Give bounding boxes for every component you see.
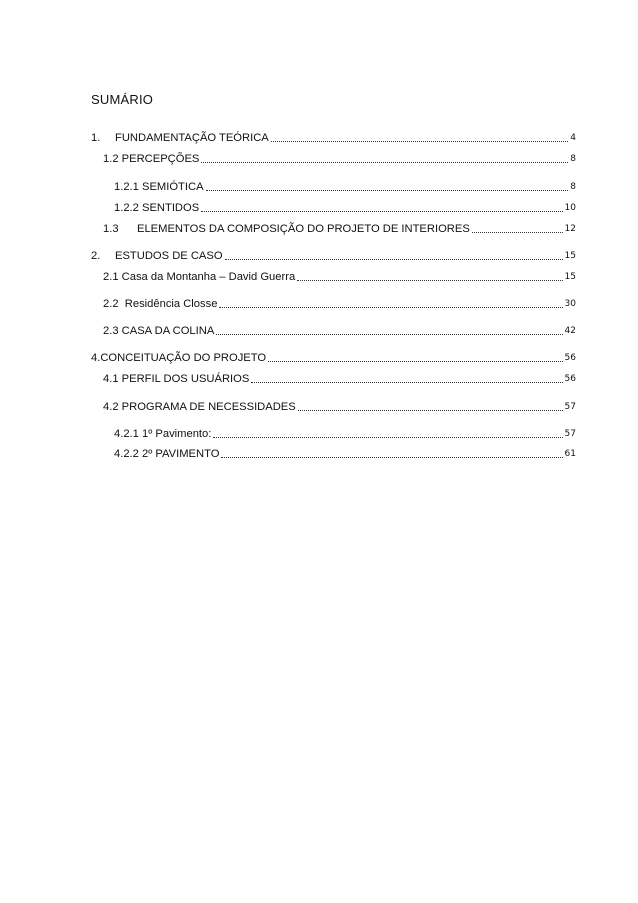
toc-leader-dots bbox=[201, 162, 568, 163]
toc-entry[interactable] bbox=[103, 295, 576, 311]
toc-entry-label: 1.2.1 SEMIÓTICA bbox=[114, 181, 204, 193]
toc-entry[interactable] bbox=[103, 322, 576, 338]
toc-leader-dots bbox=[206, 190, 569, 191]
toc-leader-dots bbox=[268, 361, 562, 362]
toc-entry-page: 57 bbox=[564, 429, 576, 439]
toc-entry-number: 1.3 bbox=[103, 223, 119, 235]
toc-entry[interactable] bbox=[103, 370, 576, 386]
toc-entry-page: 57 bbox=[564, 402, 576, 412]
toc-leader-dots bbox=[297, 280, 562, 281]
toc-entry[interactable] bbox=[103, 268, 576, 284]
toc-entry-label: 4.2.1 1º Pavimento: bbox=[114, 428, 212, 440]
toc-entry-label: 1.2.2 SENTIDOS bbox=[114, 202, 200, 214]
toc-entry[interactable] bbox=[114, 199, 576, 215]
toc-entry-label: 4.2 PROGRAMA DE NECESSIDADES bbox=[103, 401, 296, 413]
toc-entry[interactable] bbox=[91, 129, 576, 145]
toc-entry-page: 61 bbox=[564, 449, 576, 459]
toc-entry[interactable] bbox=[114, 445, 576, 461]
toc-title: SUMÁRIO bbox=[91, 92, 154, 107]
toc-entry-page: 8 bbox=[570, 182, 576, 192]
toc-entry-number: 2. bbox=[91, 250, 101, 262]
toc-entry[interactable] bbox=[114, 425, 576, 441]
toc-entry-label: 4.CONCEITUAÇÃO DO PROJETO bbox=[91, 352, 267, 364]
toc-entry-label: FUNDAMENTAÇÃO TEÓRICA bbox=[115, 132, 269, 144]
toc-entry-page: 42 bbox=[564, 326, 576, 336]
toc-entry[interactable] bbox=[103, 398, 576, 414]
toc-leader-dots bbox=[225, 259, 563, 260]
toc-entry-label: 2.2 Residência Closse bbox=[103, 298, 218, 310]
toc-leader-dots bbox=[251, 382, 562, 383]
toc-leader-dots bbox=[221, 457, 562, 458]
toc-leader-dots bbox=[216, 334, 562, 335]
toc-entry-label: 4.1 PERFIL DOS USUÁRIOS bbox=[103, 373, 250, 385]
toc-entry[interactable] bbox=[91, 349, 576, 365]
toc-entry-page: 10 bbox=[564, 203, 576, 213]
toc-entry-page: 30 bbox=[564, 299, 576, 309]
toc-entry-page: 8 bbox=[570, 154, 576, 164]
toc-entry-page: 12 bbox=[564, 224, 576, 234]
toc-leader-dots bbox=[213, 437, 562, 438]
toc-entry-label: 2.3 CASA DA COLINA bbox=[103, 325, 215, 337]
toc-entry-page: 15 bbox=[564, 272, 576, 282]
toc-entry[interactable] bbox=[91, 247, 576, 263]
toc-entry-label: 1.2 PERCEPÇÕES bbox=[103, 153, 200, 165]
toc-leader-dots bbox=[219, 307, 562, 308]
toc-entry[interactable] bbox=[103, 220, 576, 236]
toc-entry-label: 4.2.2 2º PAVIMENTO bbox=[114, 448, 220, 460]
toc-entry-number: 1. bbox=[91, 132, 101, 144]
toc-entry-page: 4 bbox=[570, 133, 576, 143]
toc-entry-page: 56 bbox=[564, 374, 576, 384]
toc-entry-label: ESTUDOS DE CASO bbox=[115, 250, 223, 262]
toc-leader-dots bbox=[201, 211, 562, 212]
toc-entry[interactable] bbox=[103, 150, 576, 166]
toc-leader-dots bbox=[472, 232, 563, 233]
toc-entry-page: 56 bbox=[564, 353, 576, 363]
toc-leader-dots bbox=[271, 141, 569, 142]
toc-entry-label: 2.1 Casa da Montanha – David Guerra bbox=[103, 271, 296, 283]
toc-entry[interactable] bbox=[114, 178, 576, 194]
toc-entry-label: ELEMENTOS DA COMPOSIÇÃO DO PROJETO DE INTERIORES bbox=[137, 223, 470, 235]
toc-leader-dots bbox=[298, 410, 563, 411]
toc-entry-page: 15 bbox=[564, 251, 576, 261]
